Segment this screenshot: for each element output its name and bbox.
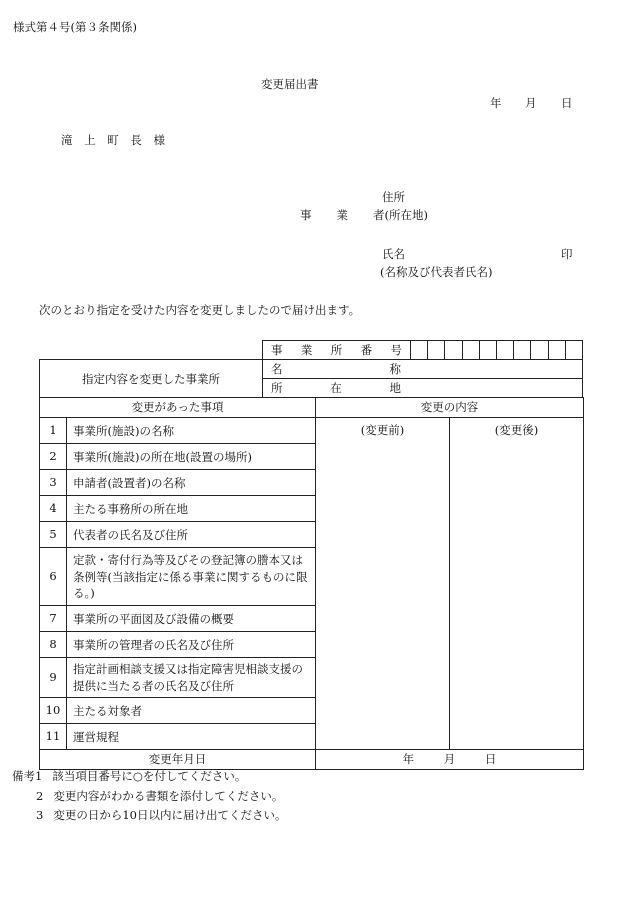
office-number-digit[interactable] [514,341,531,360]
change-content-split [316,418,583,749]
date-year-label: 年 [490,96,502,110]
note-text: 変更内容がわかる書類を添付してください。 [53,789,284,803]
note-prefix: 備考1 [12,769,43,783]
office-number-digit[interactable] [462,341,479,360]
before-label: (変更前) [360,423,405,437]
recipient-char: 町 [107,133,119,147]
office-location-label [271,380,401,397]
office-location-cell[interactable] [263,379,583,398]
office-name-char: 称 [389,361,401,376]
item-number[interactable]: 6 [40,548,67,606]
change-date-row [40,750,584,770]
office-number-digit[interactable] [445,341,462,360]
name-label: 氏名 [382,247,405,261]
change-date-year: 年 [402,752,415,767]
note-prefix: 2 [36,789,44,803]
item-number[interactable]: 8 [40,632,67,658]
item-text: 代表者の氏名及び住所 [67,522,316,548]
item-number[interactable]: 2 [40,444,67,470]
office-name-cell[interactable] [263,360,583,379]
seal-label: 印 [561,247,573,261]
office-location-char: 地 [389,380,401,395]
form-number: 様式第４号(第３条関係) [13,20,137,34]
item-text: 主たる対象者 [67,698,316,724]
office-number-digit[interactable] [496,341,513,360]
item-text: 事業所の平面図及び設備の概要 [67,606,316,632]
office-number-char: 業 [300,342,313,357]
item-number[interactable]: 11 [40,724,67,750]
recipient-char: 様 [153,133,165,147]
office-name-char: 名 [271,361,283,376]
change-date-day: 日 [484,752,497,767]
date-month-label: 月 [525,96,537,110]
note-prefix: 3 [36,808,44,822]
change-date-label: 変更年月日 [40,750,316,770]
table-row [40,418,584,444]
address-label: 住所 [382,190,405,204]
office-label-cell [39,359,263,398]
item-text: 運営規程 [67,724,316,750]
office-number-label [271,342,402,359]
change-date-cell[interactable] [316,750,584,770]
note-item [36,810,286,822]
item-number[interactable]: 1 [40,418,67,444]
office-location-char: 所 [271,380,283,395]
office-number-char: 号 [390,342,402,357]
office-number-label-cell [263,341,411,360]
note-item [12,771,246,783]
office-name-row [263,360,583,379]
item-number[interactable]: 4 [40,496,67,522]
item-text: 指定計画相談支援又は指定障害児相談支援の提供に当たる者の氏名及び住所 [67,658,316,698]
item-text: 主たる事務所の所在地 [67,496,316,522]
item-number[interactable]: 7 [40,606,67,632]
office-number-char: 番 [360,342,373,357]
item-text: 事業所の管理者の氏名及び住所 [67,632,316,658]
item-number[interactable]: 3 [40,470,67,496]
name-note: (名称及び代表者氏名) [380,265,493,279]
item-number[interactable]: 9 [40,658,67,698]
recipient-char: 長 [130,133,142,147]
office-location-char: 在 [330,380,342,395]
office-number-digit[interactable] [479,341,496,360]
item-number[interactable]: 10 [40,698,67,724]
intro-text: 次のとおり指定を受けた内容を変更しましたので届け出ます。 [39,303,361,317]
business-char: 業 [336,208,348,222]
content-header: 変更の内容 [316,398,584,418]
office-number-char: 事 [271,342,283,357]
office-table [262,340,583,398]
business-label [300,210,428,222]
before-column[interactable] [316,418,449,749]
after-column[interactable] [449,418,583,749]
office-number-digit[interactable] [411,341,428,360]
change-table-header [40,398,584,418]
after-label: (変更後) [494,423,539,437]
item-text: 事業所(施設)の名称 [67,418,316,444]
office-number-char: 所 [330,342,343,357]
change-content-cell [316,418,584,750]
recipient-char: 滝 [61,133,73,147]
recipient [61,135,165,147]
office-number-row [263,341,583,360]
change-table [39,397,584,770]
business-char: 事 [300,208,312,222]
office-number-digit[interactable] [428,341,445,360]
business-char: 者(所在地) [373,208,428,222]
note-text: 変更の日から10日以内に届け出てください。 [53,808,287,822]
item-header: 変更があった事項 [40,398,316,418]
change-date-month: 月 [443,752,456,767]
document-title: 変更届出書 [261,77,319,91]
item-text: 定款・寄付行為等及びその登記簿の謄本又は条例等(当該指定に係る事業に関するものに限る。) [67,548,316,606]
office-number-digit[interactable] [531,341,548,360]
date-day-label: 日 [561,96,573,110]
item-number[interactable]: 5 [40,522,67,548]
item-text: 事業所(施設)の所在地(設置の場所) [67,444,316,470]
recipient-char: 上 [84,133,96,147]
note-text: 該当項目番号に○を付してください。 [52,769,247,783]
office-label: 指定内容を変更した事業所 [82,372,220,386]
office-name-label [271,361,401,378]
item-text: 申請者(設置者)の名称 [67,470,316,496]
office-number-digit[interactable] [548,341,565,360]
note-item [36,791,283,803]
office-number-digit[interactable] [565,341,582,360]
office-location-row [263,379,583,398]
